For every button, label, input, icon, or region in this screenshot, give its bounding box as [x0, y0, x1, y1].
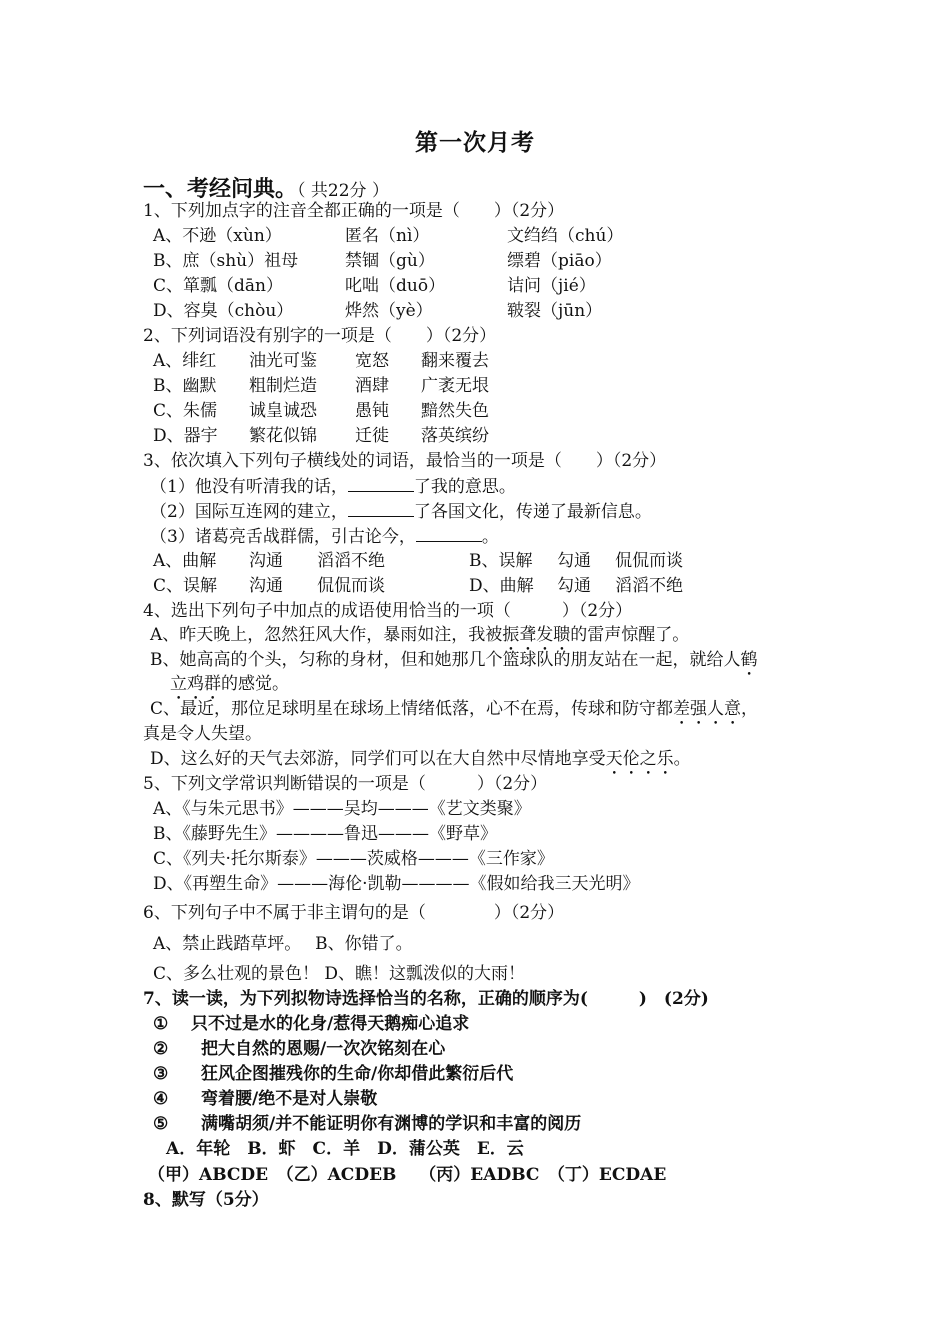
- q7-item-text: 只不过是水的化身/惹得天鹅痴心追求: [191, 1014, 470, 1034]
- question-6-stem: 6、下列句子中不属于非主谓句的是（ ）（2分）: [143, 903, 565, 923]
- q3-sentence-3: [150, 525, 499, 548]
- q5-option-c: C、《列夫·托尔斯泰》———茨威格———《三作家》: [153, 849, 554, 869]
- q2-option-row: [153, 350, 853, 372]
- q7-item-text: 满嘴胡须/并不能证明你有渊博的学识和丰富的阅历: [201, 1114, 582, 1134]
- section-points: （ 共22分 ）: [297, 181, 389, 201]
- q7-item-number: ③: [153, 1064, 169, 1084]
- q7-poem-item: [153, 1113, 843, 1135]
- q3-word: 沟通: [249, 576, 283, 596]
- q3-sentence-2: [150, 500, 652, 523]
- q2-option-row: [153, 425, 853, 447]
- q3-sentence-2-after: 了各国文化，传递了最新信息。: [413, 502, 652, 522]
- section-heading: [143, 172, 389, 203]
- q7-answer-options: （甲）ABCDE （乙）ACDEB （丙）EADBC （丁）ECDAE: [148, 1165, 667, 1185]
- q7-name-options: A．年轮 B．虾 C．羊 D．蒲公英 E．云: [166, 1139, 524, 1159]
- q3-word: 勾通: [557, 576, 591, 596]
- q3-option-c: C、误解: [153, 576, 218, 596]
- q3-sentence-2-before: （2）国际互连网的建立，: [150, 502, 348, 522]
- question-2-stem: 2、下列词语没有别字的一项是（ ）（2分）: [143, 326, 497, 346]
- section-title: 一、考经问典。: [143, 176, 298, 202]
- q3-sentence-1-after: 了我的意思。: [413, 477, 516, 497]
- q1-option-row: [153, 300, 853, 322]
- q3-option-d: D、曲解: [469, 576, 534, 596]
- q2-word: 诚皇诚恐: [249, 401, 317, 421]
- q3-blank-2: [348, 500, 414, 517]
- q3-option-b: B、误解: [469, 551, 533, 571]
- q7-poem-item: [153, 1088, 843, 1110]
- q4-a-text-end: 的雷声惊醒了。: [570, 625, 690, 645]
- q1-option-b-2: 禁锢（gù）: [345, 251, 435, 271]
- q3-sentence-1-before: （1）他没有听清我的话，: [150, 477, 348, 497]
- q3-sentence-3-after: 。: [481, 527, 499, 547]
- q3-option-row: [153, 575, 853, 597]
- q2-word: 黯然失色: [421, 401, 489, 421]
- q2-word: 迁徙: [355, 426, 389, 446]
- q5-option-d: D、《再塑生命》———海伦·凯勒————《假如给我三天光明》: [153, 874, 640, 894]
- q7-item-text: 狂风企图摧残你的生命/你却借此繁衍后代: [201, 1064, 514, 1084]
- q2-word: 酒肆: [355, 376, 389, 396]
- q4-b-marked-idiom-end: 立鸡群: [170, 674, 221, 694]
- q4-b-text: B、她高高的个头，匀称的身材，但和她那几个篮球队的朋友站在一起，就给人: [150, 650, 741, 670]
- q2-word: 油光可鉴: [249, 351, 317, 371]
- q7-item-number: ⑤: [153, 1114, 169, 1134]
- q5-option-a: A、《与朱元思书》———吴均———《艺文类聚》: [153, 799, 531, 819]
- q1-option-a-2: 匿名（nì）: [345, 226, 430, 246]
- q1-option-b: B、庶（shù）祖母: [153, 251, 299, 271]
- q2-word: 落英缤纷: [421, 426, 489, 446]
- q7-item-number: ④: [153, 1089, 169, 1109]
- q5-option-b: B、《藤野先生》————鲁迅———《野草》: [153, 824, 497, 844]
- q3-sentence-3-before: （3）诸葛亮舌战群儒，引古论今，: [150, 527, 416, 547]
- q2-word: 翻来覆去: [421, 351, 489, 371]
- q1-option-row: [153, 250, 853, 272]
- q2-word: 粗制烂造: [249, 376, 317, 396]
- q4-option-c-continued: 真是令人失望。: [143, 724, 262, 744]
- q4-a-text: A、昨天晚上，忽然狂风大作，暴雨如注，我被: [150, 625, 503, 645]
- q2-option-a: A、绯红: [153, 351, 217, 371]
- q7-poem-item: [153, 1038, 843, 1060]
- q3-blank-3: [416, 525, 482, 542]
- q3-word: 滔滔不绝: [615, 576, 683, 596]
- q3-option-row: [153, 550, 853, 572]
- q4-c-text-end: ，: [741, 699, 759, 719]
- page-title: 第一次月考: [415, 129, 535, 156]
- q2-word: 广袤无垠: [421, 376, 489, 396]
- q2-option-d: D、器宇: [153, 426, 218, 446]
- q2-word: 繁花似锦: [249, 426, 317, 446]
- q2-word: 宽怒: [355, 351, 389, 371]
- q1-option-d: D、容臭（chòu）: [153, 301, 294, 321]
- q6-options-ab: A、禁止践踏草坪。 B、你错了。: [153, 934, 413, 954]
- q4-b-marked-idiom: 鹤: [740, 650, 758, 670]
- q1-option-a: A、不逊（xùn）: [153, 226, 282, 246]
- question-3-stem: 3、依次填入下列句子横线处的词语，最恰当的一项是（ ）（2分）: [143, 451, 667, 471]
- q4-c-text: C、最近，那位足球明星在球场上情绪低落，心不在焉，传球和防守都: [150, 699, 674, 719]
- q2-option-row: [153, 400, 853, 422]
- q3-sentence-1: [150, 475, 516, 498]
- q4-d-marked-idiom: 天伦之乐: [605, 749, 674, 769]
- question-8-stem: 8、默写（5分）: [143, 1190, 269, 1210]
- q3-word: 侃侃而谈: [615, 551, 683, 571]
- q6-options-cd: C、多么壮观的景色！ D、瞧！这瓢泼似的大雨！: [153, 964, 526, 984]
- q1-option-b-3: 缥碧（piāo）: [507, 251, 612, 271]
- q3-word: 勾通: [557, 551, 591, 571]
- q1-option-d-3: 皲裂（jūn）: [507, 301, 603, 321]
- q1-option-row: [153, 225, 853, 247]
- q2-option-c: C、朱儒: [153, 401, 218, 421]
- q4-d-text: D、这么好的天气去郊游，同学们可以在大自然中尽情地享受: [150, 749, 606, 769]
- q7-item-text: 把大自然的恩赐/一次次铭刻在心: [201, 1039, 446, 1059]
- q7-item-text: 弯着腰/绝不是对人崇敬: [201, 1089, 378, 1109]
- q7-item-number: ②: [153, 1039, 169, 1059]
- question-7-stem: 7、读一读，为下列拟物诗选择恰当的名称，正确的顺序为( ) (2分): [143, 989, 709, 1009]
- q3-option-a: A、曲解: [153, 551, 217, 571]
- q2-word: 愚钝: [355, 401, 389, 421]
- q4-b-text-end: 的感觉。: [221, 674, 289, 694]
- q7-item-number: ①: [153, 1014, 169, 1034]
- question-5-stem: 5、下列文学常识判断错误的一项是（ ）（2分）: [143, 774, 548, 794]
- q4-a-marked-idiom: 振聋发聩: [502, 625, 571, 645]
- q7-poem-item: [153, 1013, 843, 1035]
- q2-option-b: B、幽默: [153, 376, 217, 396]
- q4-d-text-end: 。: [673, 749, 691, 769]
- q2-option-row: [153, 375, 853, 397]
- question-4-stem: 4、选出下列句子中加点的成语使用恰当的一项（ ）（2分）: [143, 601, 633, 621]
- q4-c-marked-idiom: 差强人意: [673, 699, 742, 719]
- q3-word: 滔滔不绝: [317, 551, 385, 571]
- q1-option-row: [153, 275, 853, 297]
- question-1-stem: 1、下列加点字的注音全都正确的一项是（ ）（2分）: [143, 201, 565, 221]
- q1-option-a-3: 文绉绉（chú）: [507, 226, 624, 246]
- q3-blank-1: [348, 475, 414, 492]
- q1-option-c: C、箪瓢（dān）: [153, 276, 283, 296]
- q1-option-d-2: 烨然（yè）: [345, 301, 433, 321]
- q7-poem-item: [153, 1063, 843, 1085]
- q1-option-c-2: 叱咄（duō）: [345, 276, 446, 296]
- q3-word: 侃侃而谈: [317, 576, 385, 596]
- q1-option-c-3: 诘问（jié）: [507, 276, 596, 296]
- q3-word: 沟通: [249, 551, 283, 571]
